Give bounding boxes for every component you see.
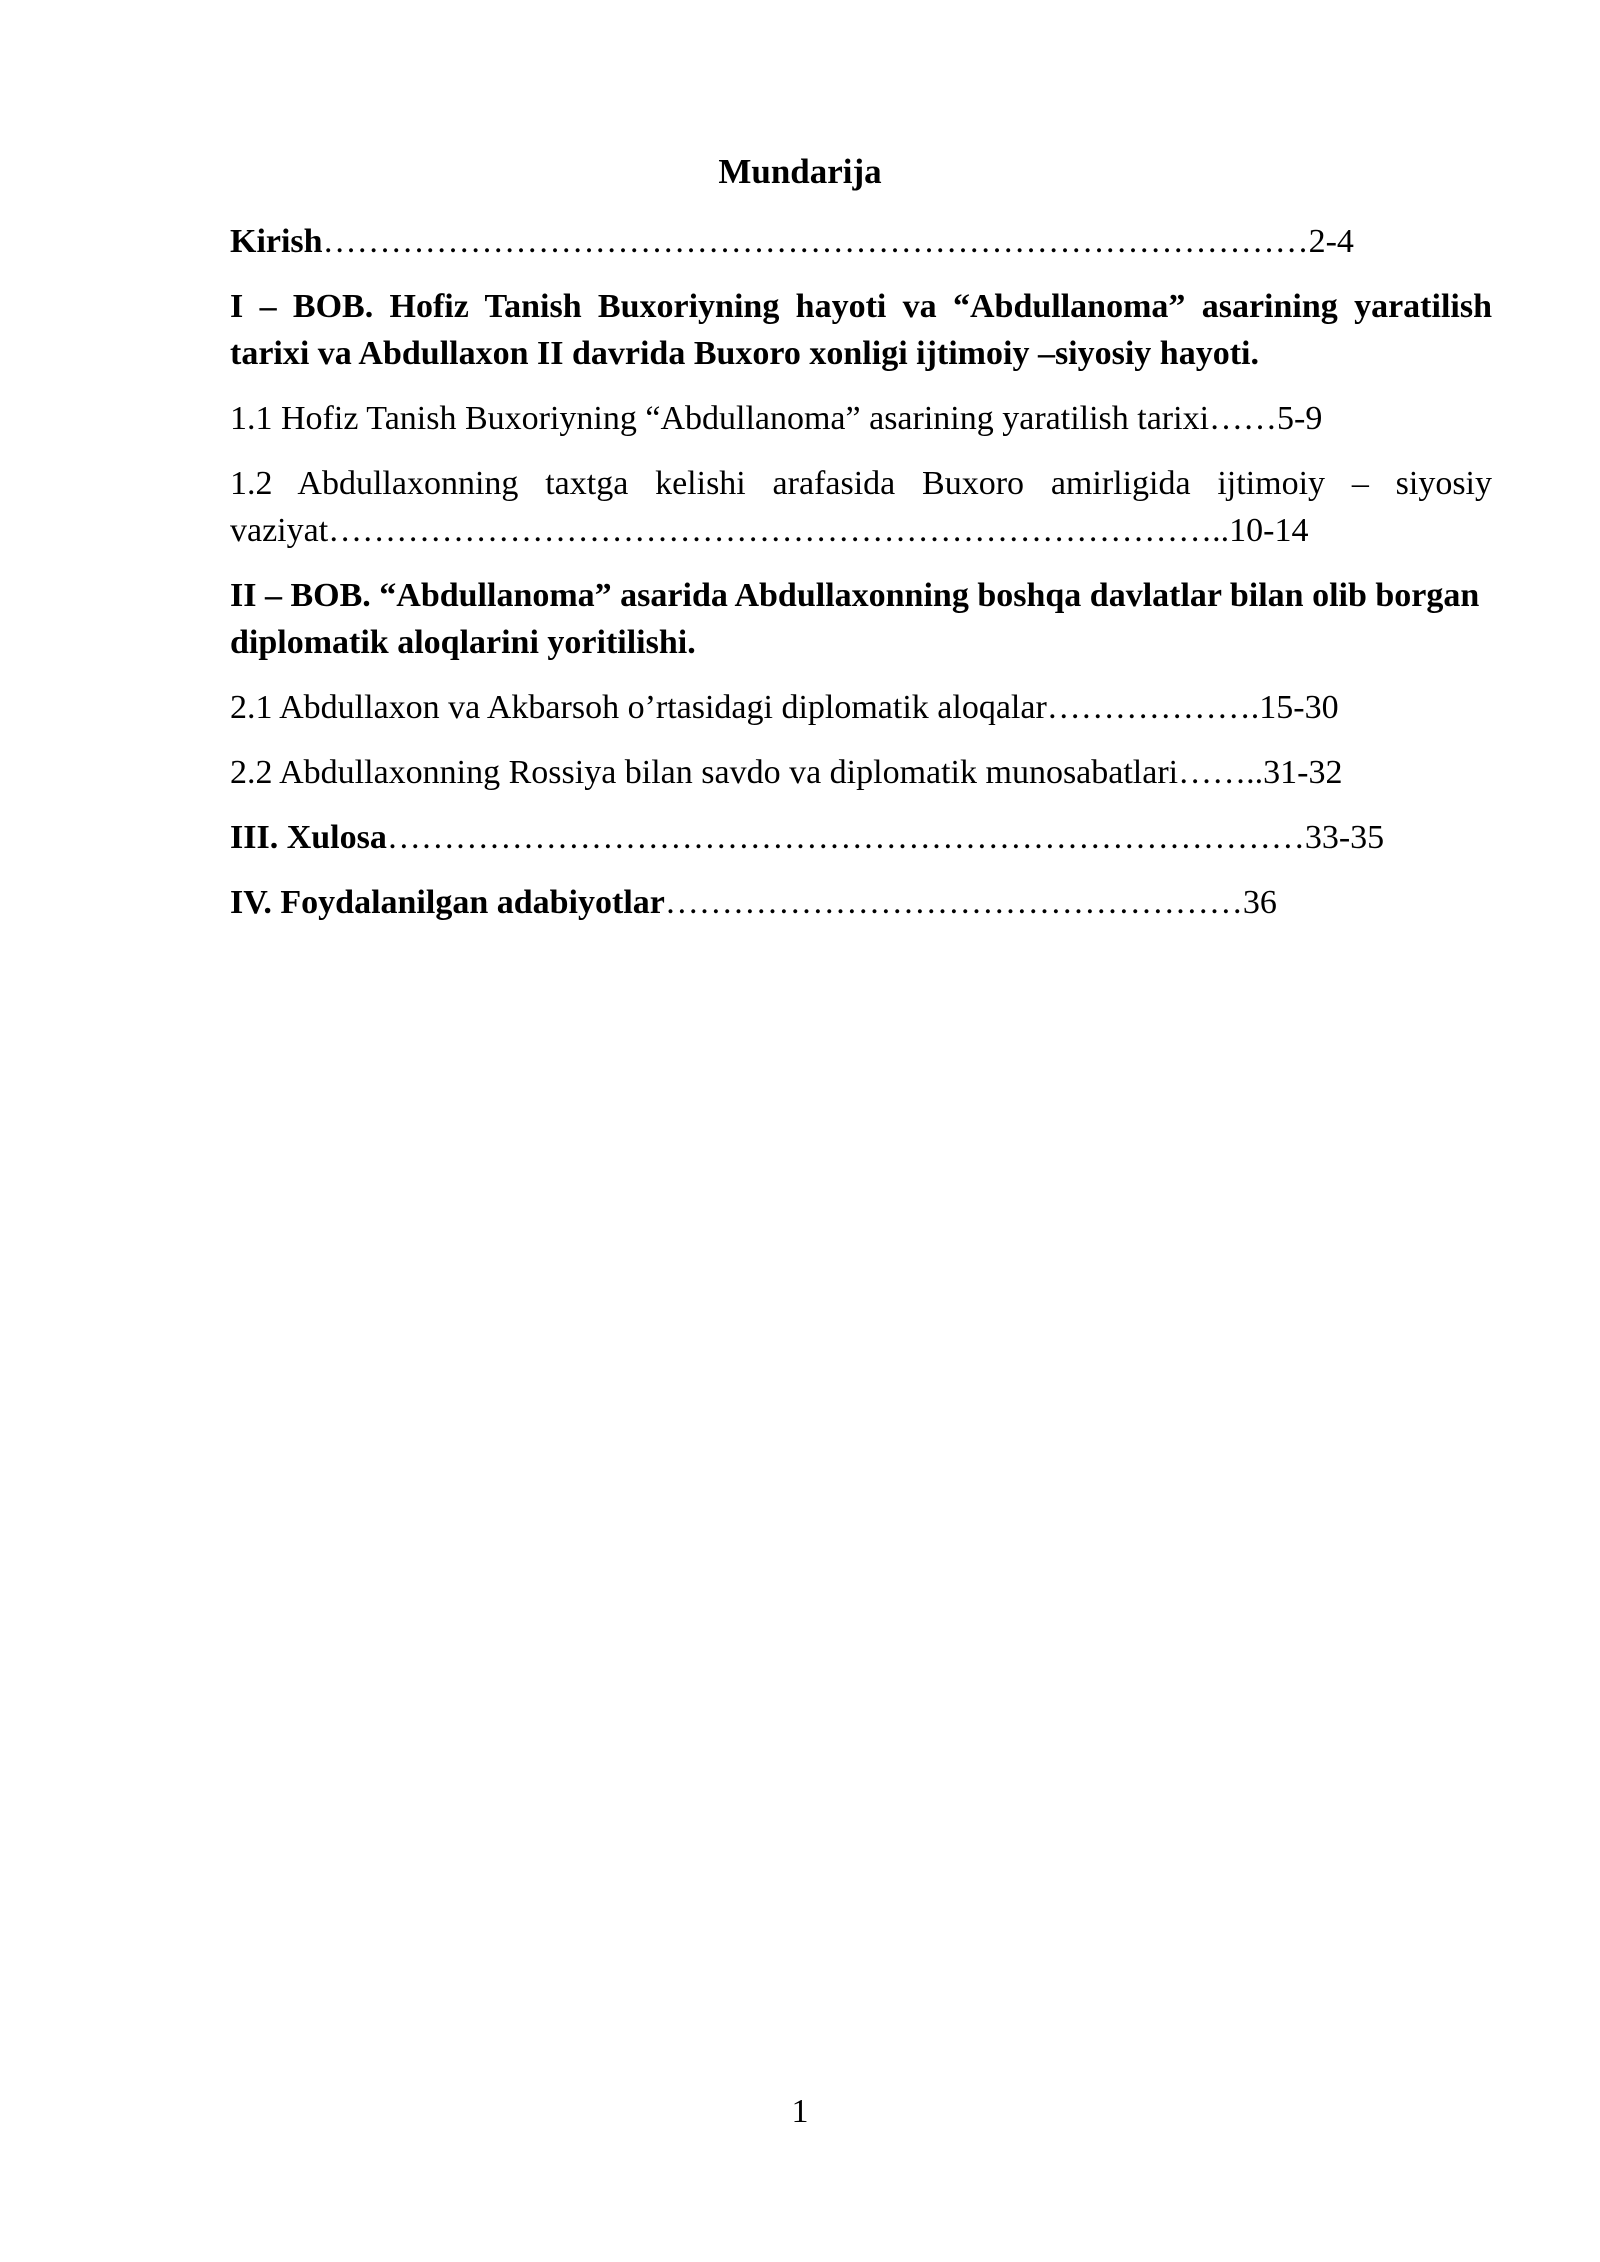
page-number: 1 [791,2093,809,2130]
toc-entry-label: Kirish [230,223,323,260]
toc-entry-label: 1.1 Hofiz Tanish Buxoriyning “Abdullanoma” asarining yaratilish tarixi [230,400,1210,437]
toc-entry-section-1-1 [230,395,1492,442]
toc-leader-dots: …………………………………………… [664,884,1243,921]
toc-entry-label-line-2: vaziyat [230,512,329,549]
toc-leader-dots: …………………………………………………………………….. [328,512,1230,549]
toc-entry-section-1-2 [230,460,1492,554]
toc-entry-label: IV. Foydalanilgan adabiyotlar [230,884,665,921]
toc-entry-section-2-1 [230,684,1492,731]
toc-page-range: 2-4 [1308,223,1354,260]
toc-page-range: 33-35 [1304,819,1385,856]
toc-entry-kirish [230,218,1492,265]
toc-page-range: 36 [1242,884,1277,921]
toc-entry-label: 2.1 Abdullaxon va Akbarsoh o’rtasidagi diplomatik aloqalar [230,689,1047,726]
toc-chapter-1-heading: I – BOB. Hofiz Tanish Buxoriyning hayoti va “Abdullanoma” asarining yaratilish tarixi va Abdullaxon II davrida Buxoro xonligi ijtimoiy –siyosiy hayoti. [230,288,1492,372]
toc-leader-dots: …….. [1178,754,1264,791]
toc-page-range: 10-14 [1229,512,1309,549]
toc-entry-label: 2.2 Abdullaxonning Rossiya bilan savdo va diplomatik munosabatlari [230,754,1179,791]
toc-leader-dots: …… [1209,400,1278,437]
toc-chapter-2-heading: II – BOB. “Abdullanoma” asarida Abdullaxonning boshqa davlatlar bilan olib borgan diplomatik aloqlarini yoritilishi. [230,577,1480,661]
table-of-contents [230,218,1492,926]
toc-entry-label: III. Xulosa [230,819,387,856]
toc-title: Mundarija [718,152,882,191]
toc-entry-adabiyotlar [230,879,1492,926]
toc-page-range: 15-30 [1259,689,1339,726]
toc-entry-xulosa [230,814,1492,861]
toc-page-range: 5-9 [1277,400,1323,437]
toc-leader-dots: …………………………………………………………………………… [322,223,1309,260]
toc-entry-section-2-2 [230,749,1492,796]
toc-entry-label-line-1: 1.2 Abdullaxonning taxtga kelishi arafasida Buxoro amirligida ijtimoiy – siyosiy [230,465,1492,502]
toc-leader-dots: ……………………………………………………………………… [386,819,1305,856]
toc-leader-dots: ………………. [1046,689,1260,726]
toc-page-range: 31-32 [1263,754,1343,791]
